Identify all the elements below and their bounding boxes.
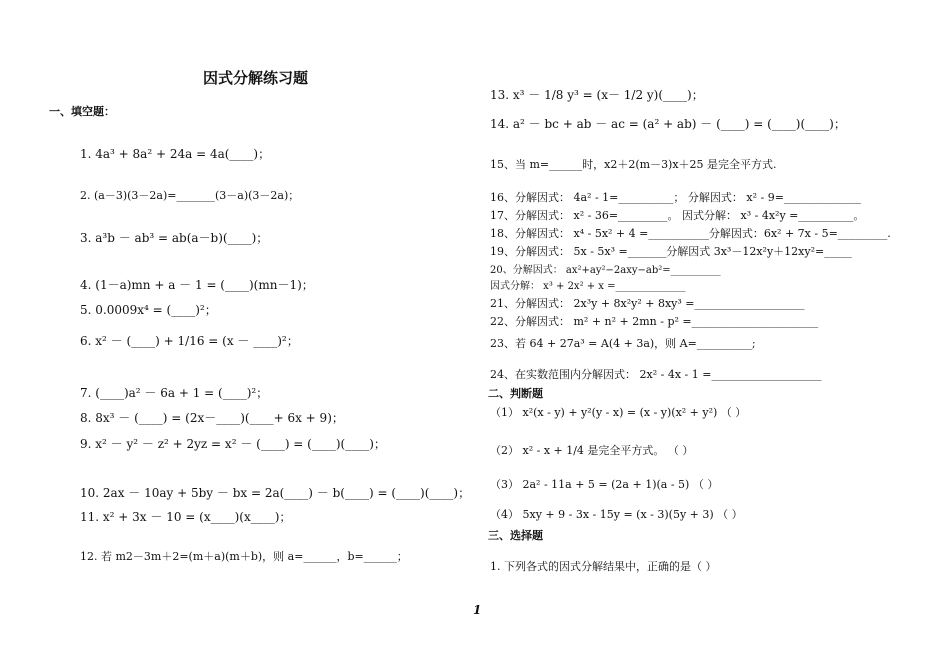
question-19: 19、分解因式： 5x - 5x³ =_______分解因式 3x³－12x²y＋12xy²=_____ [490, 245, 852, 258]
page-title: 因式分解练习题 [203, 69, 309, 87]
question-16: 16、分解因式： 4a² - 1=__________； 分解因式： x² - 9=______________ [490, 191, 861, 204]
question-6: 6. x² － (____) + 1/16 = (x － ____)²； [80, 334, 299, 348]
section-heading-choice: 三、选择题 [488, 529, 543, 542]
question-18: 18、分解因式： x⁴ - 5x² + 4 =___________分解因式：6x² + 7x - 5=_________. [490, 227, 891, 240]
choice-item-1: 1. 下列各式的因式分解结果中，正确的是（ ） [490, 560, 717, 573]
question-8: 8. 8x³ － (____) = (2x－____)(____+ 6x + 9)； [80, 411, 344, 425]
question-14: 14. a² － bc + ab － ac = (a² + ab) － (____) = (____)(____)； [490, 117, 846, 131]
question-12: 12. 若 m2－3m＋2=(m＋a)(m＋b)，则 a=______，b=______； [80, 550, 408, 563]
question-1: 1. 4a³ + 8a² + 24a = 4a(____)； [80, 147, 271, 161]
question-4: 4. (1－a)mn + a － 1 = (____)(mn－1)； [80, 278, 314, 292]
section-heading-judge: 二、判断题 [488, 387, 543, 400]
page-number: 1 [473, 603, 482, 617]
question-13: 13. x³ － 1/8 y³ = (x－ 1/2 y)(____)； [490, 88, 704, 102]
question-15: 15、当 m=______时，x2＋2(m－3)x＋25 是完全平方式. [490, 158, 777, 171]
question-24: 24、在实数范围内分解因式： 2x² - 4x - 1 =____________________ [490, 368, 822, 381]
question-20b: 因式分解： x³ + 2x² + x =______________ [490, 281, 686, 292]
question-10: 10. 2ax － 10ay + 5by － bx = 2a(____) － b(____) = (____)(____)； [80, 486, 471, 500]
question-7: 7. (____)a² － 6a + 1 = (____)²； [80, 386, 269, 400]
judge-item-2: （2） x² - x + 1/4 是完全平方式。 （ ） [490, 444, 694, 457]
question-21: 21、分解因式： 2x³y + 8x²y² + 8xy³ =____________________ [490, 297, 805, 310]
judge-item-3: （3） 2a² - 11a + 5 = (2a + 1)(a - 5) （ ） [490, 478, 719, 491]
question-17: 17、分解因式： x² - 36=_________。 因式分解： x³ - 4x²y =__________。 [490, 209, 865, 222]
question-11: 11. x² + 3x － 10 = (x____)(x____)； [80, 510, 292, 524]
judge-item-1: （1） x²(x - y) + y²(y - x) = (x - y)(x² + y²) （ ） [490, 406, 747, 419]
judge-item-4: （4） 5xy + 9 - 3x - 15y = (x - 3)(5y + 3) （ ） [490, 508, 743, 521]
question-9: 9. x² － y² － z² + 2yz = x² － (____) = (____)(____)； [80, 437, 386, 451]
question-23: 23、若 64 + 27a³ = A(4 + 3a)，则 A=__________; [490, 337, 756, 350]
question-5: 5. 0.0009x⁴ = (____)²； [80, 303, 217, 317]
question-20: 20、分解因式： ax²+ay²−2axy−ab²=__________ [490, 265, 721, 276]
question-3: 3. a³b － ab³ = ab(a－b)(____)； [80, 231, 269, 245]
section-heading-fill-in: 一、填空题： [49, 105, 115, 118]
question-2: 2. (a－3)(3－2a)=_______(3－a)(3－2a)； [80, 189, 300, 202]
question-22: 22、分解因式： m² + n² + 2mn - p² =_______________________ [490, 315, 819, 328]
